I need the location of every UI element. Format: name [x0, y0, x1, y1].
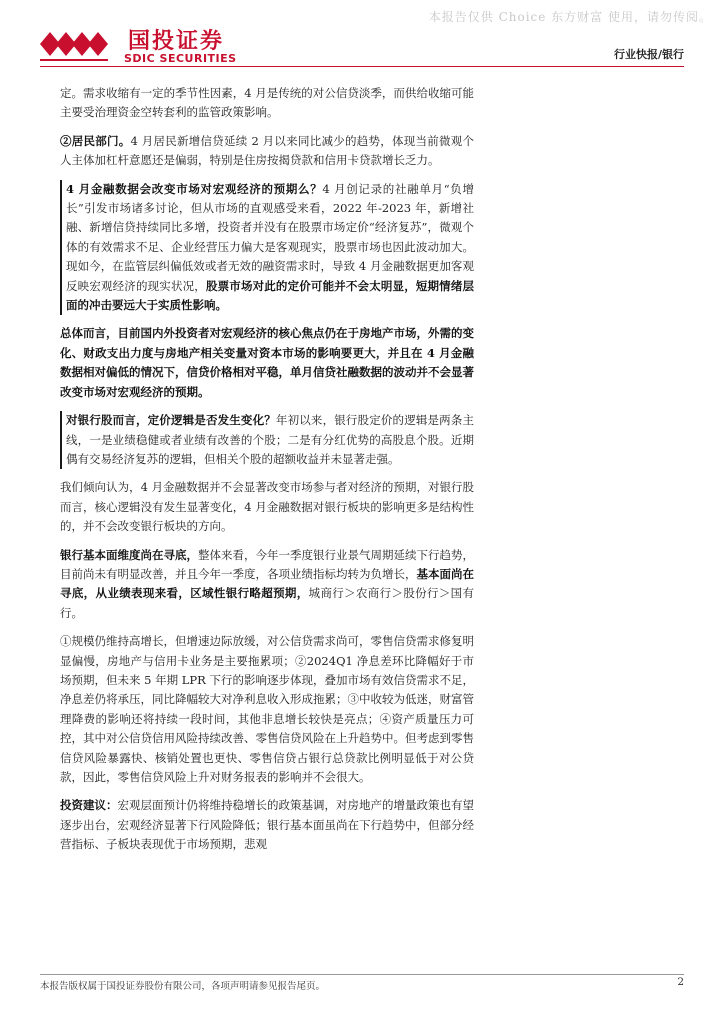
footer-rule: [40, 974, 684, 975]
paragraph-fundamentals: 银行基本面维度尚在寻底，整体来看，今年一季度银行业景气周期延续下行趋势，目前尚未有明显改善，并且今年一季度，各项业绩指标均转为负增长，基本面尚在寻底，从业绩表现来看，区域性银行略超预期，城商行＞农商行＞股份行＞国有行。: [60, 547, 475, 620]
paragraph-details: ①规模仍维持高增长，但增速边际放缓，对公信贷需求尚可，零售信贷需求修复明显偏慢，房地产与信用卡业务是主要拖累项；②2024Q1 净息差环比降幅好于市场预期，但未来 5 年期 LPR 下行的影响逐步体现，叠加市场有效信贷需求不足，净息差仍将承压，同比降幅较大对净利息收入形成拖累；③中收较为低迷，财富管理降费的影响还将持续一段时间，其他非息增长较快是亮点；④资产质量压力可控，其中对公信贷信用风险持续改善、零售信贷风险在上升趋势中。但考虑到零售信贷风险暴露快、核销处置也更快、零售信贷占银行总贷款比例明显低于对公贷款，因此，零售信贷风险上升对财务报表的影响并不会很大。: [60, 634, 474, 784]
sdic-logo: [40, 24, 240, 64]
header-rule: [40, 66, 684, 67]
paragraph-financial-data: 4 月金融数据会改变市场对宏观经济的预期么？4 月创记录的社融单月“负增长”引发市场诸多讨论，但从市场的直观感受来看，2022 年-2023 年，新增社融、新增信贷持续同比多增，投资者并没有在股票市场定价“经济复苏”，微观个体的有效需求不足、企业经营压力偏大是客观现实，股票市场也因此波动加大。现如今，在监管层纠偏低效或者无效的融资需求时，导致 4 月金融数据更加客观反映宏观经济的现实状况，股票市场对此的定价可能并不会太明显，短期情绪层面的冲击要远大于实质性影响。: [60, 180, 474, 316]
footer-disclaimer: 本报告版权属于国投证券股份有限公司，各项声明请参见报告尾页。: [40, 981, 326, 992]
paragraph-1: 定。需求收缩有一定的季节性因素，4 月是传统的对公信贷淡季，而供给收缩可能主要受治理资金空转套利的监管政策影响。: [60, 86, 474, 120]
sdic-logo-icon: [40, 24, 116, 64]
paragraph-residents: ②居民部门。4 月居民新增信贷延续 2 月以来同比减少的趋势，体现当前微观个人主体加杠杆意愿还是偏弱，特别是住房按揭贷款和信用卡贷款增长乏力。: [60, 133, 474, 168]
logo-text-cn: 国投证券: [128, 29, 225, 54]
paragraph-investment-advice: 投资建议：宏观层面预计仍将维持稳增长的政策基调，对房地产的增量政策也有望逐步出台，宏观经济显著下行风险降低；银行基本面虽尚在下行趋势中，但部分经营指标、子板块表现优于市场预期，悲观: [60, 798, 474, 852]
watermark: 本报告仅供 Choice 东方财富 使用，请勿传阅。: [428, 10, 712, 24]
paragraph-bank-stocks: 对银行股而言，定价逻辑是否发生变化？年初以来，银行股定价的逻辑是两条主线，一是业绩稳健或者业绩有改善的个股；二是有分红优势的高股息个股。近期偶有交易经济复苏的逻辑，但相关个股的超额收益并未显著走强。: [60, 411, 474, 469]
report-category: 行业快报/银行: [613, 48, 684, 61]
paragraph-view: 我们倾向认为，4 月金融数据并不会显著改变市场参与者对经济的预期，对银行股而言，核心逻辑没有发生显著变化，4 月金融数据对银行板块的影响更多是结构性的，并不会改变银行板块的方向。: [60, 480, 474, 534]
paragraph-summary: 总体而言，目前国内外投资者对宏观经济的核心焦点仍在于房地产市场，外需的变化、财政支出力度与房地产相关变量对资本市场的影响要更大，并且在 4 月金融数据相对偏低的情况下，信贷价格相对平稳，单月信贷社融数据的波动并不会显著改变市场对宏观经济的预期。: [60, 326, 474, 399]
logo-text-en: SDIC SECURITIES: [124, 52, 237, 65]
report-body: [60, 84, 474, 864]
page-number: 2: [677, 976, 684, 988]
